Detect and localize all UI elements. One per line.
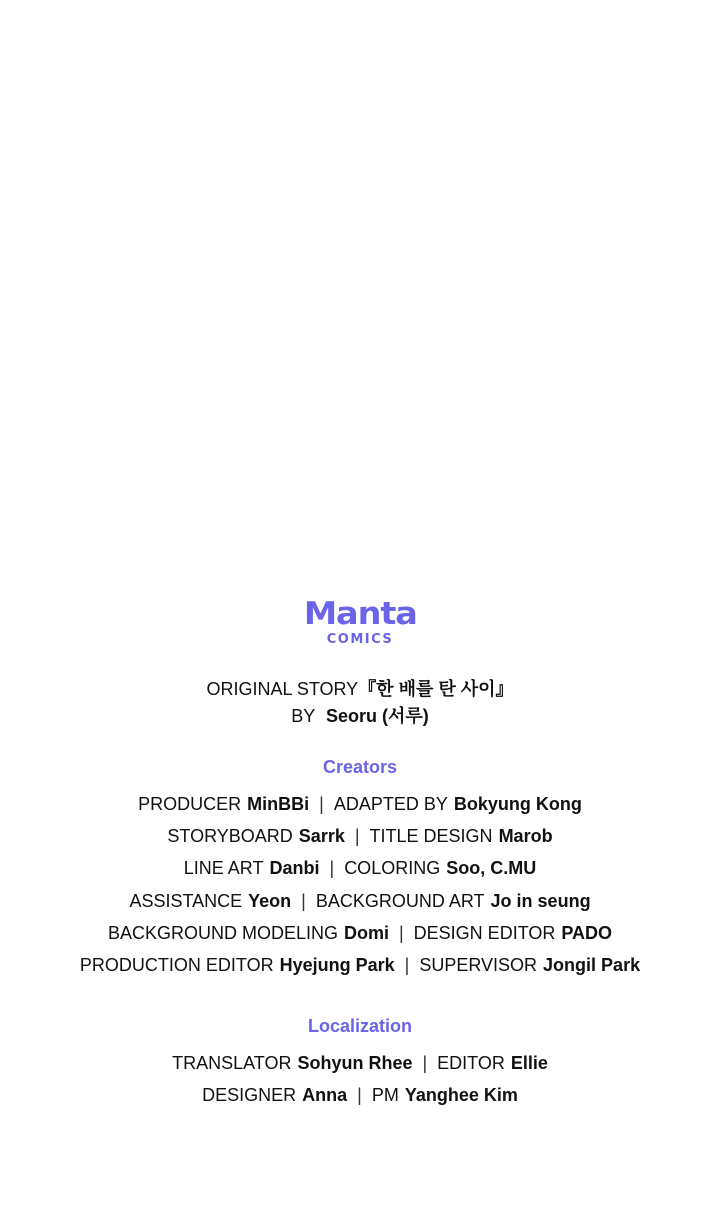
credit-name: Yeon xyxy=(248,890,292,911)
localization-list xyxy=(0,1047,720,1111)
credit-name: Sarrk xyxy=(298,826,345,847)
creators-heading: Creators xyxy=(322,757,398,777)
credit-role: DESIGN EDITOR xyxy=(413,922,556,943)
logo-wordmark: Manta xyxy=(303,596,417,632)
separator: | xyxy=(422,1053,428,1074)
separator: | xyxy=(404,955,410,976)
credit-row xyxy=(0,820,720,852)
separator: | xyxy=(319,794,324,814)
author-line xyxy=(0,703,720,730)
credit-name: Soo, C.MU xyxy=(446,858,537,879)
original-story xyxy=(0,676,720,730)
credit-name: PADO xyxy=(561,922,613,943)
separator: | xyxy=(357,1085,362,1106)
credit-row xyxy=(0,885,720,917)
credit-name: MinBBi xyxy=(247,794,310,814)
author-name: Seoru (서루) xyxy=(325,706,429,726)
credit-name: Bokyung Kong xyxy=(453,794,582,814)
credit-role: BACKGROUND MODELING xyxy=(107,922,338,943)
credit-row xyxy=(0,788,720,820)
credits-block xyxy=(0,596,720,1112)
credit-role: TRANSLATOR xyxy=(172,1053,292,1074)
credit-role: BACKGROUND ART xyxy=(315,890,485,911)
credit-role: PRODUCTION EDITOR xyxy=(79,955,274,976)
credit-name: Sohyun Rhee xyxy=(297,1053,413,1074)
logo-subtitle: COMICS xyxy=(326,632,394,647)
credit-name: Yanghee Kim xyxy=(404,1085,518,1106)
credit-role: ASSISTANCE xyxy=(129,890,243,911)
creators-list xyxy=(0,788,720,981)
credit-role: SUPERVISOR xyxy=(419,955,538,976)
separator: | xyxy=(354,826,360,847)
credit-name: Domi xyxy=(343,922,389,943)
credit-name: Anna xyxy=(302,1085,348,1106)
credit-role: TITLE DESIGN xyxy=(369,826,493,847)
credit-role: DESIGNER xyxy=(202,1085,297,1106)
credit-role: ADAPTED BY xyxy=(333,794,448,814)
credit-row xyxy=(0,1079,720,1111)
separator: | xyxy=(329,858,335,879)
by-label: BY xyxy=(291,706,315,726)
original-story-label: ORIGINAL STORY xyxy=(206,679,359,699)
credit-name: Danbi xyxy=(269,858,320,879)
credit-row xyxy=(0,852,720,884)
credit-role: PRODUCER xyxy=(138,794,242,814)
manta-comics-logo xyxy=(0,596,720,648)
credit-row xyxy=(0,1047,720,1079)
separator: | xyxy=(301,890,306,911)
credit-row xyxy=(0,949,720,981)
credit-role: PM xyxy=(371,1085,399,1106)
separator: | xyxy=(398,922,404,943)
credit-name: Jongil Park xyxy=(543,955,641,976)
credit-name: Marob xyxy=(498,826,553,847)
credit-role: LINE ART xyxy=(183,858,264,879)
credit-role: COLORING xyxy=(344,858,441,879)
credit-name: Jo in seung xyxy=(490,890,591,911)
credit-name: Hyejung Park xyxy=(279,955,395,976)
credit-name: Ellie xyxy=(510,1053,548,1074)
original-story-title: 『한 배를 탄 사이』 xyxy=(358,679,514,699)
credit-row xyxy=(0,917,720,949)
credit-role: EDITOR xyxy=(437,1053,505,1074)
original-story-line xyxy=(0,676,720,703)
localization-heading: Localization xyxy=(307,1016,412,1037)
credit-role: STORYBOARD xyxy=(167,826,293,847)
